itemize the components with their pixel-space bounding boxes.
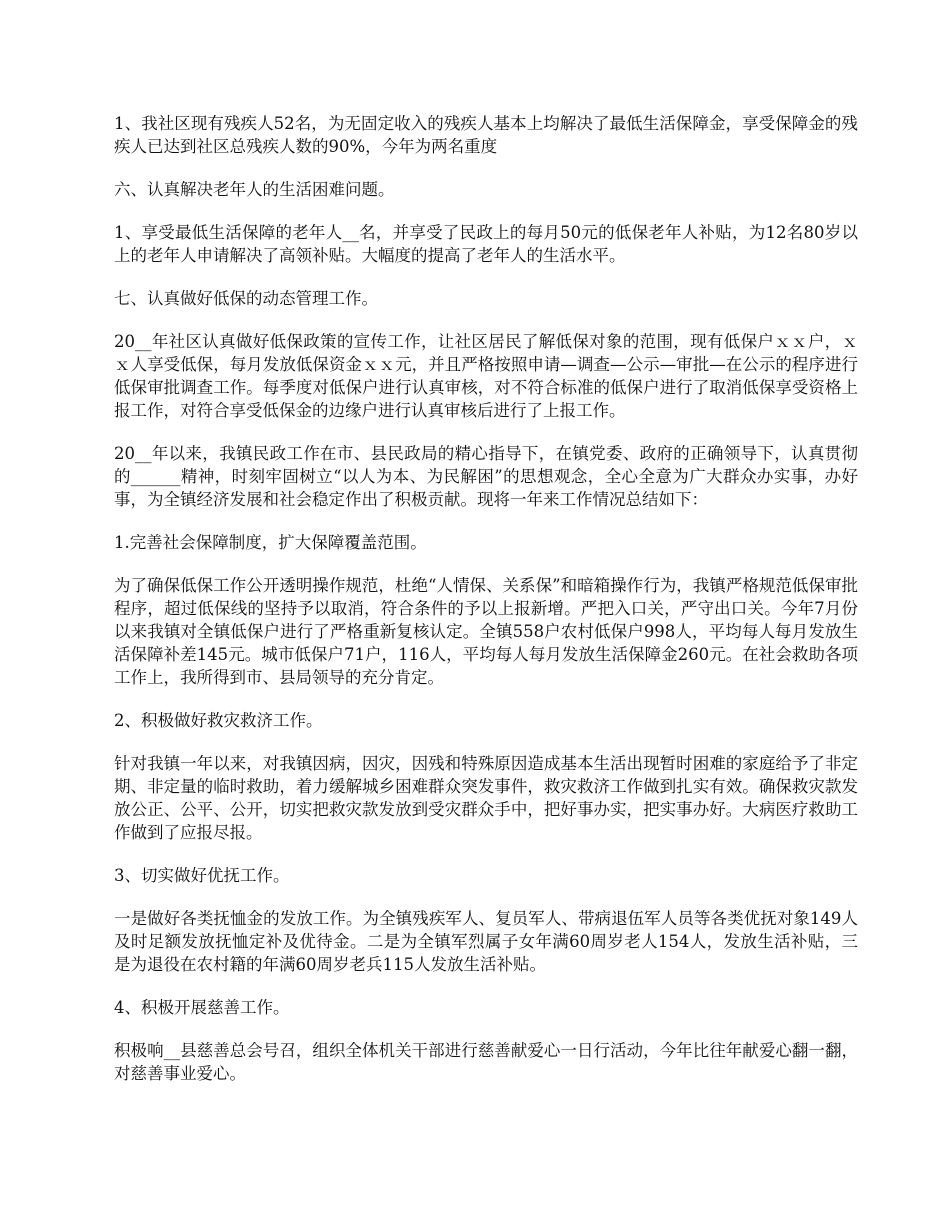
paragraph-disabled-residents: 1、我社区现有残疾人52名，为无固定收入的残疾人基本上均解决了最低生活保障金，享受保障金的残疾人已达到社区总残疾人数的90%，今年为两名重度 — [114, 114, 858, 156]
heading-social-security: 1.完善社会保障制度，扩大保障覆盖范围。 — [114, 533, 427, 552]
paragraph-disaster-relief: 针对我镇一年以来，对我镇因病，因灾，因残和特殊原因造成基本生活出现暂时困难的家庭给予了非定期、非定量的临时救助，着力缓解城乡困难群众突发事件，救灾救济工作做到扎实有效。确保救灾款发放公正、公平、公开，切实把救灾款发放到受灾群众手中，把好事办实，把实事办好。大病医疗救助工作做到了应报尽报。 — [114, 754, 858, 842]
heading-special-care: 3、切实做好优抚工作。 — [114, 866, 290, 885]
paragraph-social-security: 为了确保低保工作公开透明操作规范，杜绝“人情保、关系保”和暗箱操作行为，我镇严格规范低保审批程序，超过低保线的坚持予以取消，符合条件的予以上报新增。严把入口关，严守出口关。今年7月份以来我镇对全镇低保户进行了严格重新复核认定。全镇558户农村低保户998人，平均每人每月发放生活保障补差145元。城市低保户71户，116人，平均每人每月发放生活保障金260元。在社会救助各项工作上，我所得到市、县局领导的充分肯定。 — [114, 576, 858, 687]
paragraph-low-income-policy: 20__年社区认真做好低保政策的宣传工作，让社区居民了解低保对象的范围，现有低保户ｘｘ户，ｘｘ人享受低保，每月发放低保资金ｘｘ元，并且严格按照申请—调查—公示—审批—在公示的程序进行低保审批调查工作。每季度对低保户进行认真审核，对不符合标准的低保户进行了取消低保享受资格上报工作，对符合享受低保金的边缘户进行认真审核后进行了上报工作。 — [114, 332, 858, 420]
paragraph-charity: 积极响__县慈善总会号召，组织全体机关干部进行慈善献爱心一日行活动，今年比往年献爱心翻一翻，对慈善事业爱心。 — [114, 1041, 858, 1083]
heading-dynamic-management: 七、认真做好低保的动态管理工作。 — [114, 289, 378, 308]
paragraph-special-care: 一是做好各类抚恤金的发放工作。为全镇残疾军人、复员军人、带病退伍军人员等各类优抚对象149人及时足额发放抚恤定补及优待金。二是为全镇军烈属子女年满60周岁老人154人，发放生活补贴，三是为退役在农村籍的年满60周岁老兵115人发放生活补贴。 — [114, 909, 858, 974]
paragraph-elderly-subsidy: 1、享受最低生活保障的老年人__名，并享受了民政上的每月50元的低保老年人补贴，为12名80岁以上的老年人申请解决了高领补贴。大幅度的提高了老年人的生活水平。 — [114, 223, 858, 265]
heading-elderly-difficulties: 六、认真解决老年人的生活困难问题。 — [114, 180, 395, 199]
paragraph-annual-summary-intro: 20__年以来，我镇民政工作在市、县民政局的精心指导下，在镇党委、政府的正确领导下，认真贯彻的______精神，时刻牢固树立“以人为本、为民解困”的思想观念，全心全意为广大群众办实事，办好事，为全镇经济发展和社会稳定作出了积极贡献。现将一年来工作情况总结如下： — [114, 444, 858, 509]
document-body — [114, 112, 858, 1105]
heading-disaster-relief: 2、积极做好救灾救济工作。 — [114, 711, 323, 730]
heading-charity: 4、积极开展慈善工作。 — [114, 998, 290, 1017]
